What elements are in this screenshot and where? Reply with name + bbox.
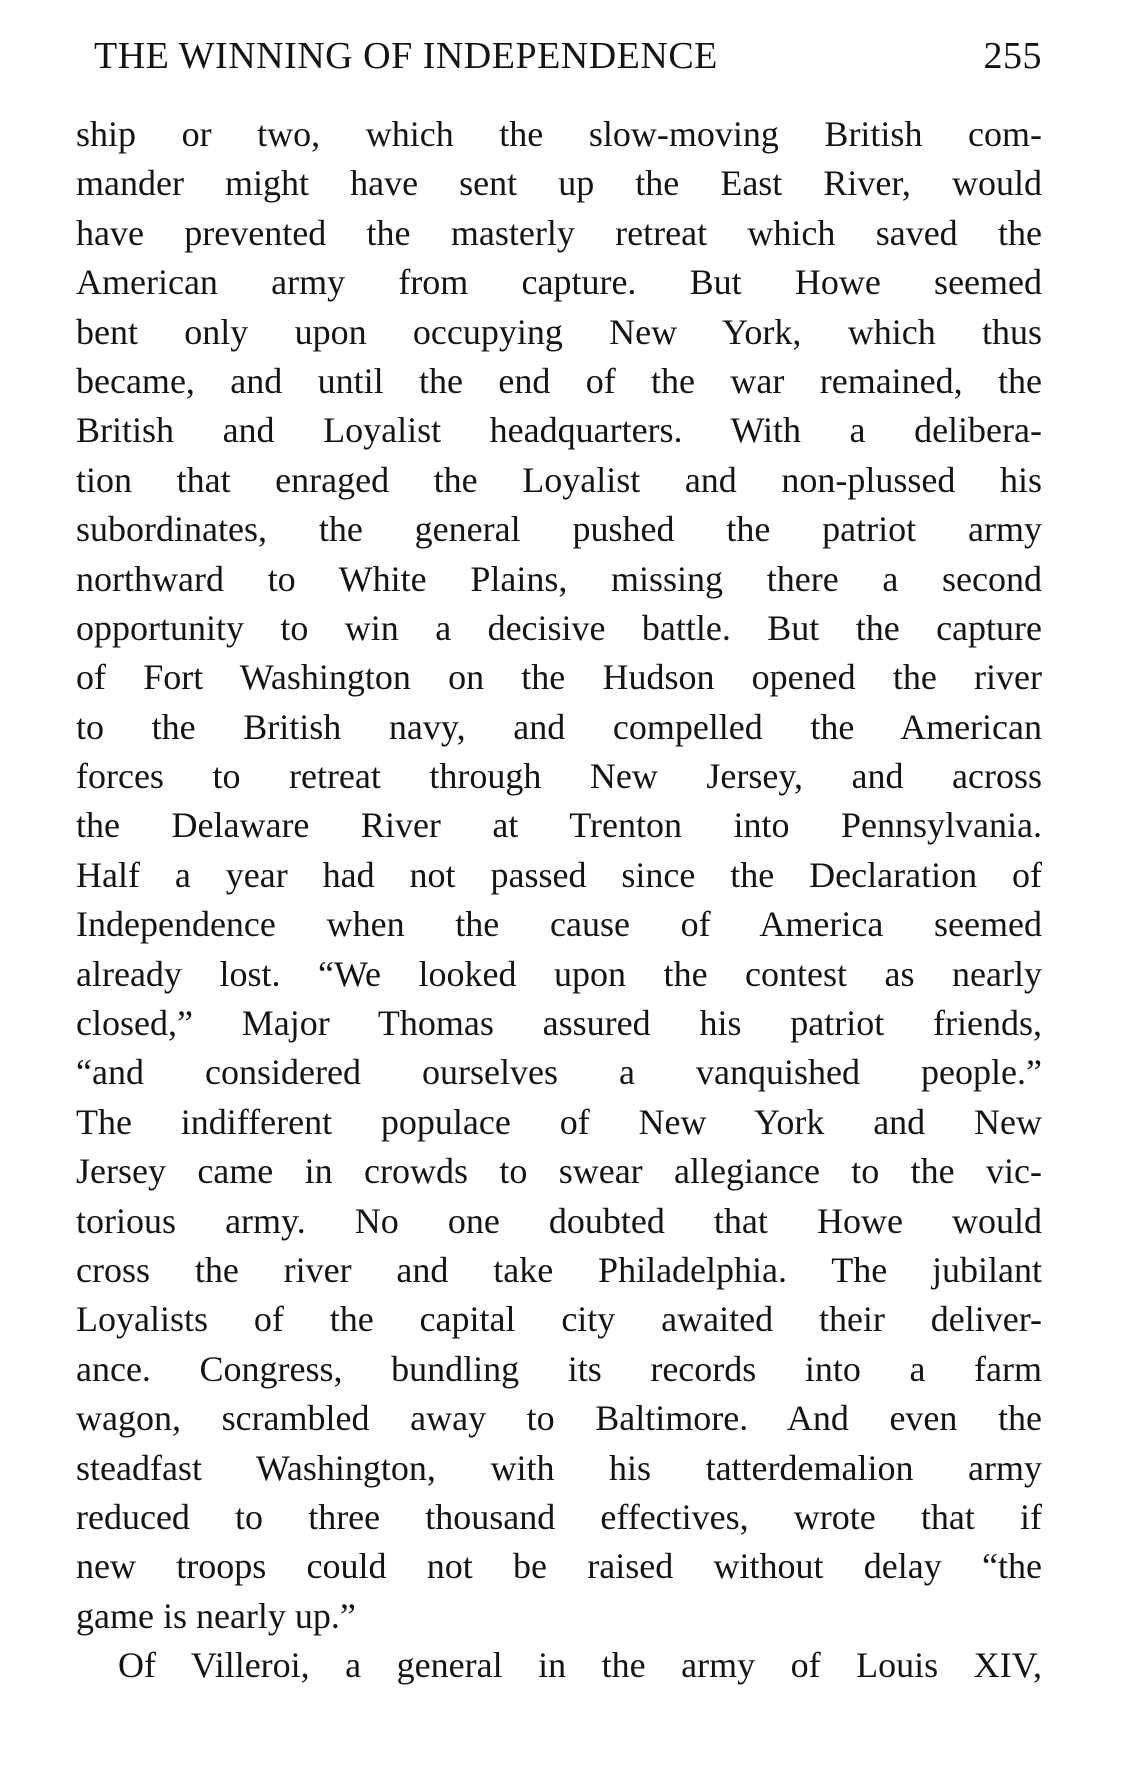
running-head	[94, 34, 1042, 86]
text-line: new troops could not be raised without delay “the	[76, 1546, 1042, 1587]
running-title: THE WINNING OF INDEPENDENCE	[94, 35, 718, 77]
text-line: Loyalists of the capital city awaited their deliver-	[76, 1299, 1042, 1340]
text-line: The indifferent populace of New York and New	[76, 1101, 1042, 1142]
text-line: reduced to three thousand effectives, wrote that if	[76, 1496, 1042, 1537]
text-line: ance. Congress, bundling its records into a farm	[76, 1348, 1042, 1389]
text-line: forces to retreat through New Jersey, and across	[76, 756, 1042, 797]
text-line: Half a year had not passed since the Declaration of	[76, 854, 1042, 895]
text-line: opportunity to win a decisive battle. But the capture	[76, 607, 1042, 648]
text-line: to the British navy, and compelled the American	[76, 706, 1042, 747]
text-line: the Delaware River at Trenton into Pennsylvania.	[76, 805, 1042, 846]
text-line: ship or two, which the slow-moving British com-	[76, 114, 1042, 154]
paragraph-start-line: Of Villeroi, a general in the army of Louis XIV,	[118, 1645, 1042, 1686]
text-line: northward to White Plains, missing there a second	[76, 558, 1042, 599]
body-text	[76, 110, 1042, 1691]
text-line: American army from capture. But Howe seemed	[76, 262, 1042, 303]
text-line: British and Loyalist headquarters. With a delibera-	[76, 410, 1042, 451]
text-line: Jersey came in crowds to swear allegiance to the vic-	[76, 1151, 1042, 1192]
text-line: bent only upon occupying New York, which thus	[76, 311, 1042, 352]
text-line: steadfast Washington, with his tatterdemalion army	[76, 1447, 1042, 1488]
text-line: cross the river and take Philadelphia. The jubilant	[76, 1249, 1042, 1290]
text-line: have prevented the masterly retreat which saved the	[76, 212, 1042, 253]
page-number: 255	[983, 35, 1042, 77]
text-line: tion that enraged the Loyalist and non-plussed his	[76, 459, 1042, 500]
text-line: already lost. “We looked upon the contest as nearly	[76, 953, 1042, 994]
text-line: torious army. No one doubted that Howe would	[76, 1200, 1042, 1241]
text-line: mander might have sent up the East River, would	[76, 163, 1042, 204]
text-line: became, and until the end of the war remained, the	[76, 360, 1042, 401]
text-line: wagon, scrambled away to Baltimore. And even the	[76, 1398, 1042, 1439]
text-line: Independence when the cause of America seemed	[76, 904, 1042, 945]
text-line: subordinates, the general pushed the patriot army	[76, 509, 1042, 550]
text-line: closed,” Major Thomas assured his patriot friends,	[76, 1003, 1042, 1044]
paragraph-end-line: game is nearly up.”	[76, 1595, 356, 1636]
text-line: “and considered ourselves a vanquished people.”	[76, 1052, 1042, 1093]
text-line: of Fort Washington on the Hudson opened the river	[76, 657, 1042, 698]
